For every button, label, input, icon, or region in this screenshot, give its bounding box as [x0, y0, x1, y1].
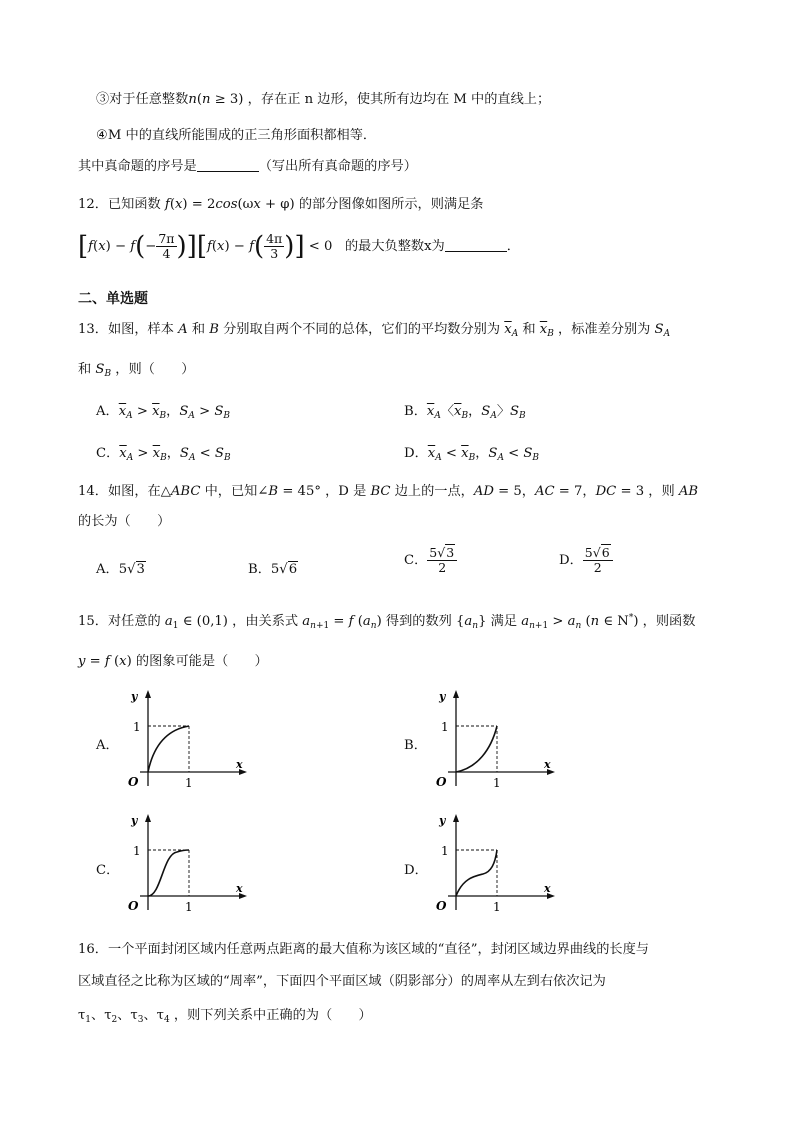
- origin-label: O: [436, 899, 447, 913]
- answer-blank[interactable]: [445, 239, 507, 252]
- q15-option-b-label[interactable]: B．: [404, 738, 427, 753]
- q11-statement-4: ④M 中的直线所能围成的正三角形面积都相等．: [96, 128, 377, 143]
- x-axis-label: x: [236, 758, 243, 771]
- tick-1: 1: [441, 844, 449, 858]
- x-axis-label: x: [236, 882, 243, 895]
- tick-1: 1: [133, 844, 141, 858]
- q15-stem-2: y = f (x) 的图象可能是（ ）: [78, 654, 268, 669]
- origin-label: O: [128, 899, 139, 913]
- q16-stem-2: 区域直径之比称为区域的“周率”，下面四个平面区域（阴影部分）的周率从左到右依次记为: [78, 974, 606, 989]
- origin-label: O: [128, 775, 139, 789]
- origin-label: O: [436, 775, 447, 789]
- y-axis-label: y: [131, 814, 138, 827]
- tick-1: 1: [133, 720, 141, 734]
- x-axis-label: x: [544, 758, 551, 771]
- q14-option-d[interactable]: D． $\frac{5√6}{2}$: [559, 546, 613, 575]
- graph-b: [433, 688, 558, 793]
- q11-statement-3: ③对于任意整数n(n ≥ 3) ，存在正 n 边形，使其所有边均在 M 中的直线上；: [96, 92, 551, 107]
- q15-option-d-label[interactable]: D．: [404, 863, 428, 878]
- q13-option-c[interactable]: C．$\overline{x}_A > \overline{x}_B$，$S_A < S_B$: [96, 446, 231, 463]
- tick-1: 1: [185, 900, 193, 914]
- q12-stem: 12．已知函数 f(x) = 2cos(ωx + φ) 的部分图像如图所示，则满足条: [78, 197, 484, 212]
- y-axis-label: y: [131, 690, 138, 703]
- q13-option-d[interactable]: D．$\overline{x}_A < \overline{x}_B$，$S_A < S_B$: [404, 446, 540, 463]
- q14-option-c[interactable]: C． $\frac{5√3}{2}$: [404, 546, 457, 575]
- section-title: 二、单选题: [78, 291, 148, 307]
- tick-1: 1: [493, 900, 501, 914]
- x-axis-label: x: [544, 882, 551, 895]
- y-axis-label: y: [439, 814, 446, 827]
- q13-option-b[interactable]: B．$\overline{x}_A$〈$\overline{x}_B$，$S_A$〉$S_B$: [404, 404, 526, 421]
- q13-stem: 13．如图，样本 A 和 B 分别取自两个不同的总体，它们的平均数分别为 $\overline{x}_A$ 和 $\overline{x}_B$ ，标准差分别为 $S_A$: [78, 322, 671, 339]
- q15-stem: 15．对任意的 $a_1$ ∈ (0,1) ，由关系式 $a_{n+1} = f$ $(a_n)$ 得到的数列 $\{a_n\}$ 满足 $a_{n+1} > a_n$ (n ∈ N*) ，则函数: [78, 613, 696, 631]
- q12-condition: [f(x) − f(− $\frac{7\pi}{4}$ )][f(x) − f( $\frac{4\pi}{3}$ )] < 0 的最大负整数x为 ．: [78, 231, 520, 262]
- q16-stem-1: 16．一个平面封闭区域内任意两点距离的最大值称为该区域的“直径”，封闭区域边界曲线的长度与: [78, 942, 649, 957]
- q14-stem-2: 的长为（ ）: [78, 514, 171, 529]
- tick-1: 1: [185, 776, 193, 790]
- graph-a: [125, 688, 250, 793]
- y-axis-label: y: [439, 690, 446, 703]
- answer-blank[interactable]: [197, 159, 259, 172]
- graph-d: [433, 812, 558, 917]
- q14-stem: 14．如图，在△ABC 中，已知∠B = 45° ，D 是 BC 边上的一点，AD = 5，AC = 7，DC = 3 ，则 AB: [78, 484, 699, 499]
- tick-1: 1: [441, 720, 449, 734]
- q11-question: 其中真命题的序号是 （写出所有真命题的序号）: [78, 159, 417, 174]
- graph-c: [125, 812, 250, 917]
- q13-option-a[interactable]: A．$\overline{x}_A > \overline{x}_B$，$S_A > S_B$: [96, 404, 230, 421]
- q14-option-b[interactable]: B．5√6: [248, 562, 298, 577]
- q15-option-c-label[interactable]: C．: [96, 863, 120, 878]
- q13-stem-2: 和 $S_B$ ，则（ ）: [78, 362, 195, 379]
- q14-option-a[interactable]: A．5√3: [96, 562, 145, 577]
- q15-option-a-label[interactable]: A．: [96, 738, 119, 753]
- q16-stem-3: $\tau_1$、$\tau_2$、$\tau_3$、$\tau_4$ ，则下列关系中正确的为（ ）: [78, 1008, 372, 1025]
- tick-1: 1: [493, 776, 501, 790]
